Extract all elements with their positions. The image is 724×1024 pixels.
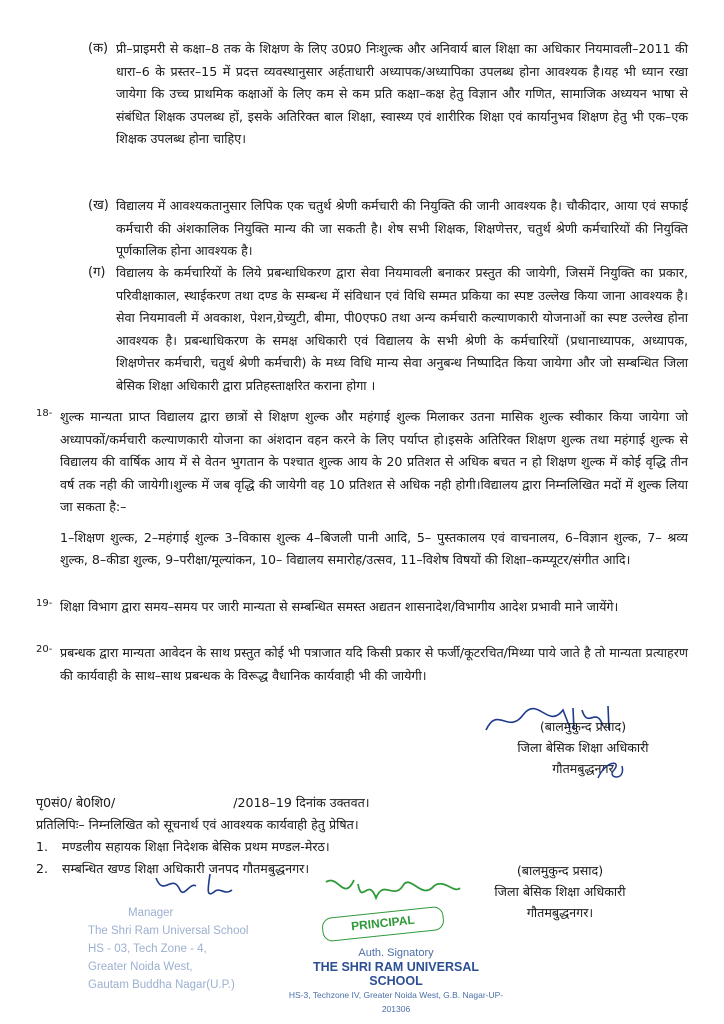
- officer-name: (बालमुकुन्द प्रसाद): [516, 863, 604, 878]
- clause-text: प्री–प्राइमरी से कक्षा–8 तक के शिक्षण के लिए उ0प्र0 निःशुल्क और अनिवार्य बाल शिक्षा का अधिकार नियमावली–2011 की धारा–6 के प्रस्तर–15 में प्रदत्त व्यवस्थानुसार अर्हताधारी अध्यापक/अध्यापिका उपलब्ध होना आवश्यक है।यह भी ध्यान रखा जायेगा कि उच्च प्राथमिक कक्षाओं के लिए कम से कम प्रति कक्षा–कक्ष हेतु विज्ञान और गणित, सामाजिक अध्ययन भाषा से संबंधित शिक्षक उपलब्ध हों, इसके अतिरिक्त बाल शिक्षा, स्वास्थ्य एवं शारीरिक शिक्षा एवं कार्यानुभव शिक्षण हेतु भी एक–एक शिक्षक उपलब्ध होना चाहिए।: [116, 41, 688, 146]
- fee-list: 1–शिक्षण शुल्क, 2–महंगाई शुल्क 3–विकास शुल्क 4–बिजली पानी आदि, 5– पुस्तकालय एवं वाचनालय, 6–विज्ञान शुल्क, 7– श्रव्य शुल्क, 8–कीडा शुल्क, 9–परीक्षा/मूल्यांकन, 10– विद्यालय समारोह/उत्सव, 11–विशेष विषयों की शिक्षा–कम्प्यूटर/संगीत आदि।: [60, 529, 688, 567]
- reference-block: [36, 792, 476, 880]
- principal-stamp: Auth. Signatory THE SHRI RAM UNIVERSAL SCHOOL HS-3, Techzone IV, Greater Noida West, G.B. Nagar-UP-201306: [288, 947, 504, 1014]
- officer-name: (बालमुकुन्द प्रसाद): [539, 719, 627, 734]
- officer-place: गौतमबुद्धनगर।: [526, 905, 594, 920]
- officer-designation: जिला बेसिक शिक्षा अधिकारी: [494, 884, 626, 899]
- clause-ka: [88, 38, 688, 151]
- clause-text: विद्यालय में आवश्यकतानुसार लिपिक एक चतुर्थ श्रेणी कर्मचारी की नियुक्ति की जानी आवश्यक है। चौकीदार, आया एवं सफाई कर्मचारी की अंशकालिक नियुक्ति मान्य की जा सकती है। शेष सभी शिक्षक, शिक्षणेत्तर, चतुर्थ श्रेणी कर्मचारियों की नियुक्ति पूर्णकालिक होना आवश्यक है।: [116, 198, 688, 258]
- reference-date: /2018–19 दिनांक उक्तवत।: [233, 795, 370, 810]
- signature-block-top: [498, 716, 668, 779]
- clause-kha: [88, 195, 688, 263]
- paragraph-number: 20-: [36, 644, 53, 655]
- officer-designation: जिला बेसिक शिक्षा अधिकारी: [517, 740, 649, 755]
- clause-marker: (क): [88, 41, 109, 56]
- reference-number: पृ0सं0/ बे0शि0/: [36, 795, 116, 810]
- paragraph-number: 19-: [36, 598, 53, 609]
- paragraph-text: प्रबन्धक द्वारा मान्यता आवेदन के साथ प्रस्तुत कोई भी पत्राजात यदि किसी प्रकार से फर्जी/कूटरचित/मिथ्या पाये जाते है तो मान्यता प्रत्याहरण की कार्यवाही के साथ–साथ प्रबन्धक के विरूद्ध वैधानिक कार्यवाही भी की जायेगी।: [60, 645, 688, 683]
- principal-label: PRINCIPAL: [321, 906, 445, 943]
- paragraph-19: [36, 596, 688, 619]
- paragraph-text: शुल्क मान्यता प्राप्त विद्यालय द्वारा छात्रों से शिक्षण शुल्क और महंगाई शुल्क मिलाकर उतना मासिक शुल्क स्वीकार किया जायेगा जो अध्यापकों/कर्मचारी कल्याणकारी योजना का अंशदान वहन करने के लिए पर्याप्त हो।इसके अतिरिक्त शिक्षण शुल्क तथा महंगाई शुल्क से विद्यालय की वार्षिक आय में से वेतन भुगतान के पश्चात शुल्क आय के 20 प्रतिशत से अधिक बचत न हो शिक्षण शुल्क में कोई वृद्धि तीन वर्ष तक नही की जायेगी।शुल्क में जब वृद्धि की जायेगी वह 10 प्रतिशत से अधिक नही होगी।विद्यालय द्वारा निम्नलिखित मदों में शुल्क लिया जा सकता है:–: [60, 409, 688, 514]
- officer-place: गौतमबुद्धनगर: [552, 761, 614, 776]
- clause-text: विद्यालय के कर्मचारियों के लिये प्रबन्धाधिकरण द्वारा सेवा नियमावली बनाकर प्रस्तुत की जायेगी, जिसमें नियुक्ति का प्रकार, परिवीक्षाकाल, स्थाईकरण तथा दण्ड के सम्बन्ध में संविधान एवं विधि सम्मत प्रकिया का स्पष्ट उल्लेख किया जाना आवश्यक है। सेवा नियमावली में अवकाश, पेशन,ग्रेच्युटी, बीमा, पी0एफ0 तथा अन्य कर्मचारी कल्याणकारी योजनाओं का स्पष्ट उल्लेख होना आवश्यक है। प्रबन्धाधिकरण के समक्ष अधिकारी एवं विद्यालय के सभी श्रेणी के कर्मचारियों (प्रधानाध्यापक, अध्यापक, शिक्षणेत्तर कर्मचारी, चतुर्थ श्रेणी कर्मचारी) के मध्य विधि मान्य सेवा अनुबन्ध निष्पादित किया जायेगा और जो सम्बन्धित जिला बेसिक शिक्षा अधिकारी द्वारा प्रतिहस्ताक्षरित कराना होगा ।: [116, 265, 688, 393]
- principal-signature: [318, 872, 468, 912]
- reference-line: [36, 792, 476, 814]
- clause-marker: (ख): [88, 198, 109, 213]
- signature-block-bottom: [480, 860, 640, 923]
- clause-ga: [88, 262, 688, 397]
- initial-mark: [592, 756, 632, 784]
- paragraph-18: [36, 406, 688, 572]
- manager-signature: [150, 868, 240, 908]
- paragraph-number: 18-: [36, 408, 53, 419]
- paragraph-20: [36, 642, 688, 687]
- recipient-item: 1. मण्डलीय सहायक शिक्षा निदेशक बेसिक प्रथम मण्डल-मेरठ।: [36, 839, 330, 854]
- clause-marker: (ग): [88, 265, 106, 280]
- recipient-item: 2. सम्बन्धित खण्ड शिक्षा अधिकारी जनपद गौतमबुद्धनगर।: [36, 861, 310, 876]
- manager-stamp: Manager The Shri Ram Universal School HS - 03, Tech Zone - 4, Greater Noida West, Gautam Buddha Nagar(U.P.): [88, 907, 249, 991]
- paragraph-text: शिक्षा विभाग द्वारा समय–समय पर जारी मान्यता से सम्बन्धित समस्त अद्यतन शासनादेश/विभागीय आदेश प्रभावी माने जायेंगे।: [60, 599, 619, 614]
- copy-to-line: प्रतिलिपिः– निम्नलिखित को सूचनार्थ एवं आवश्यक कार्यवाही हेतु प्रेषित।: [36, 817, 359, 832]
